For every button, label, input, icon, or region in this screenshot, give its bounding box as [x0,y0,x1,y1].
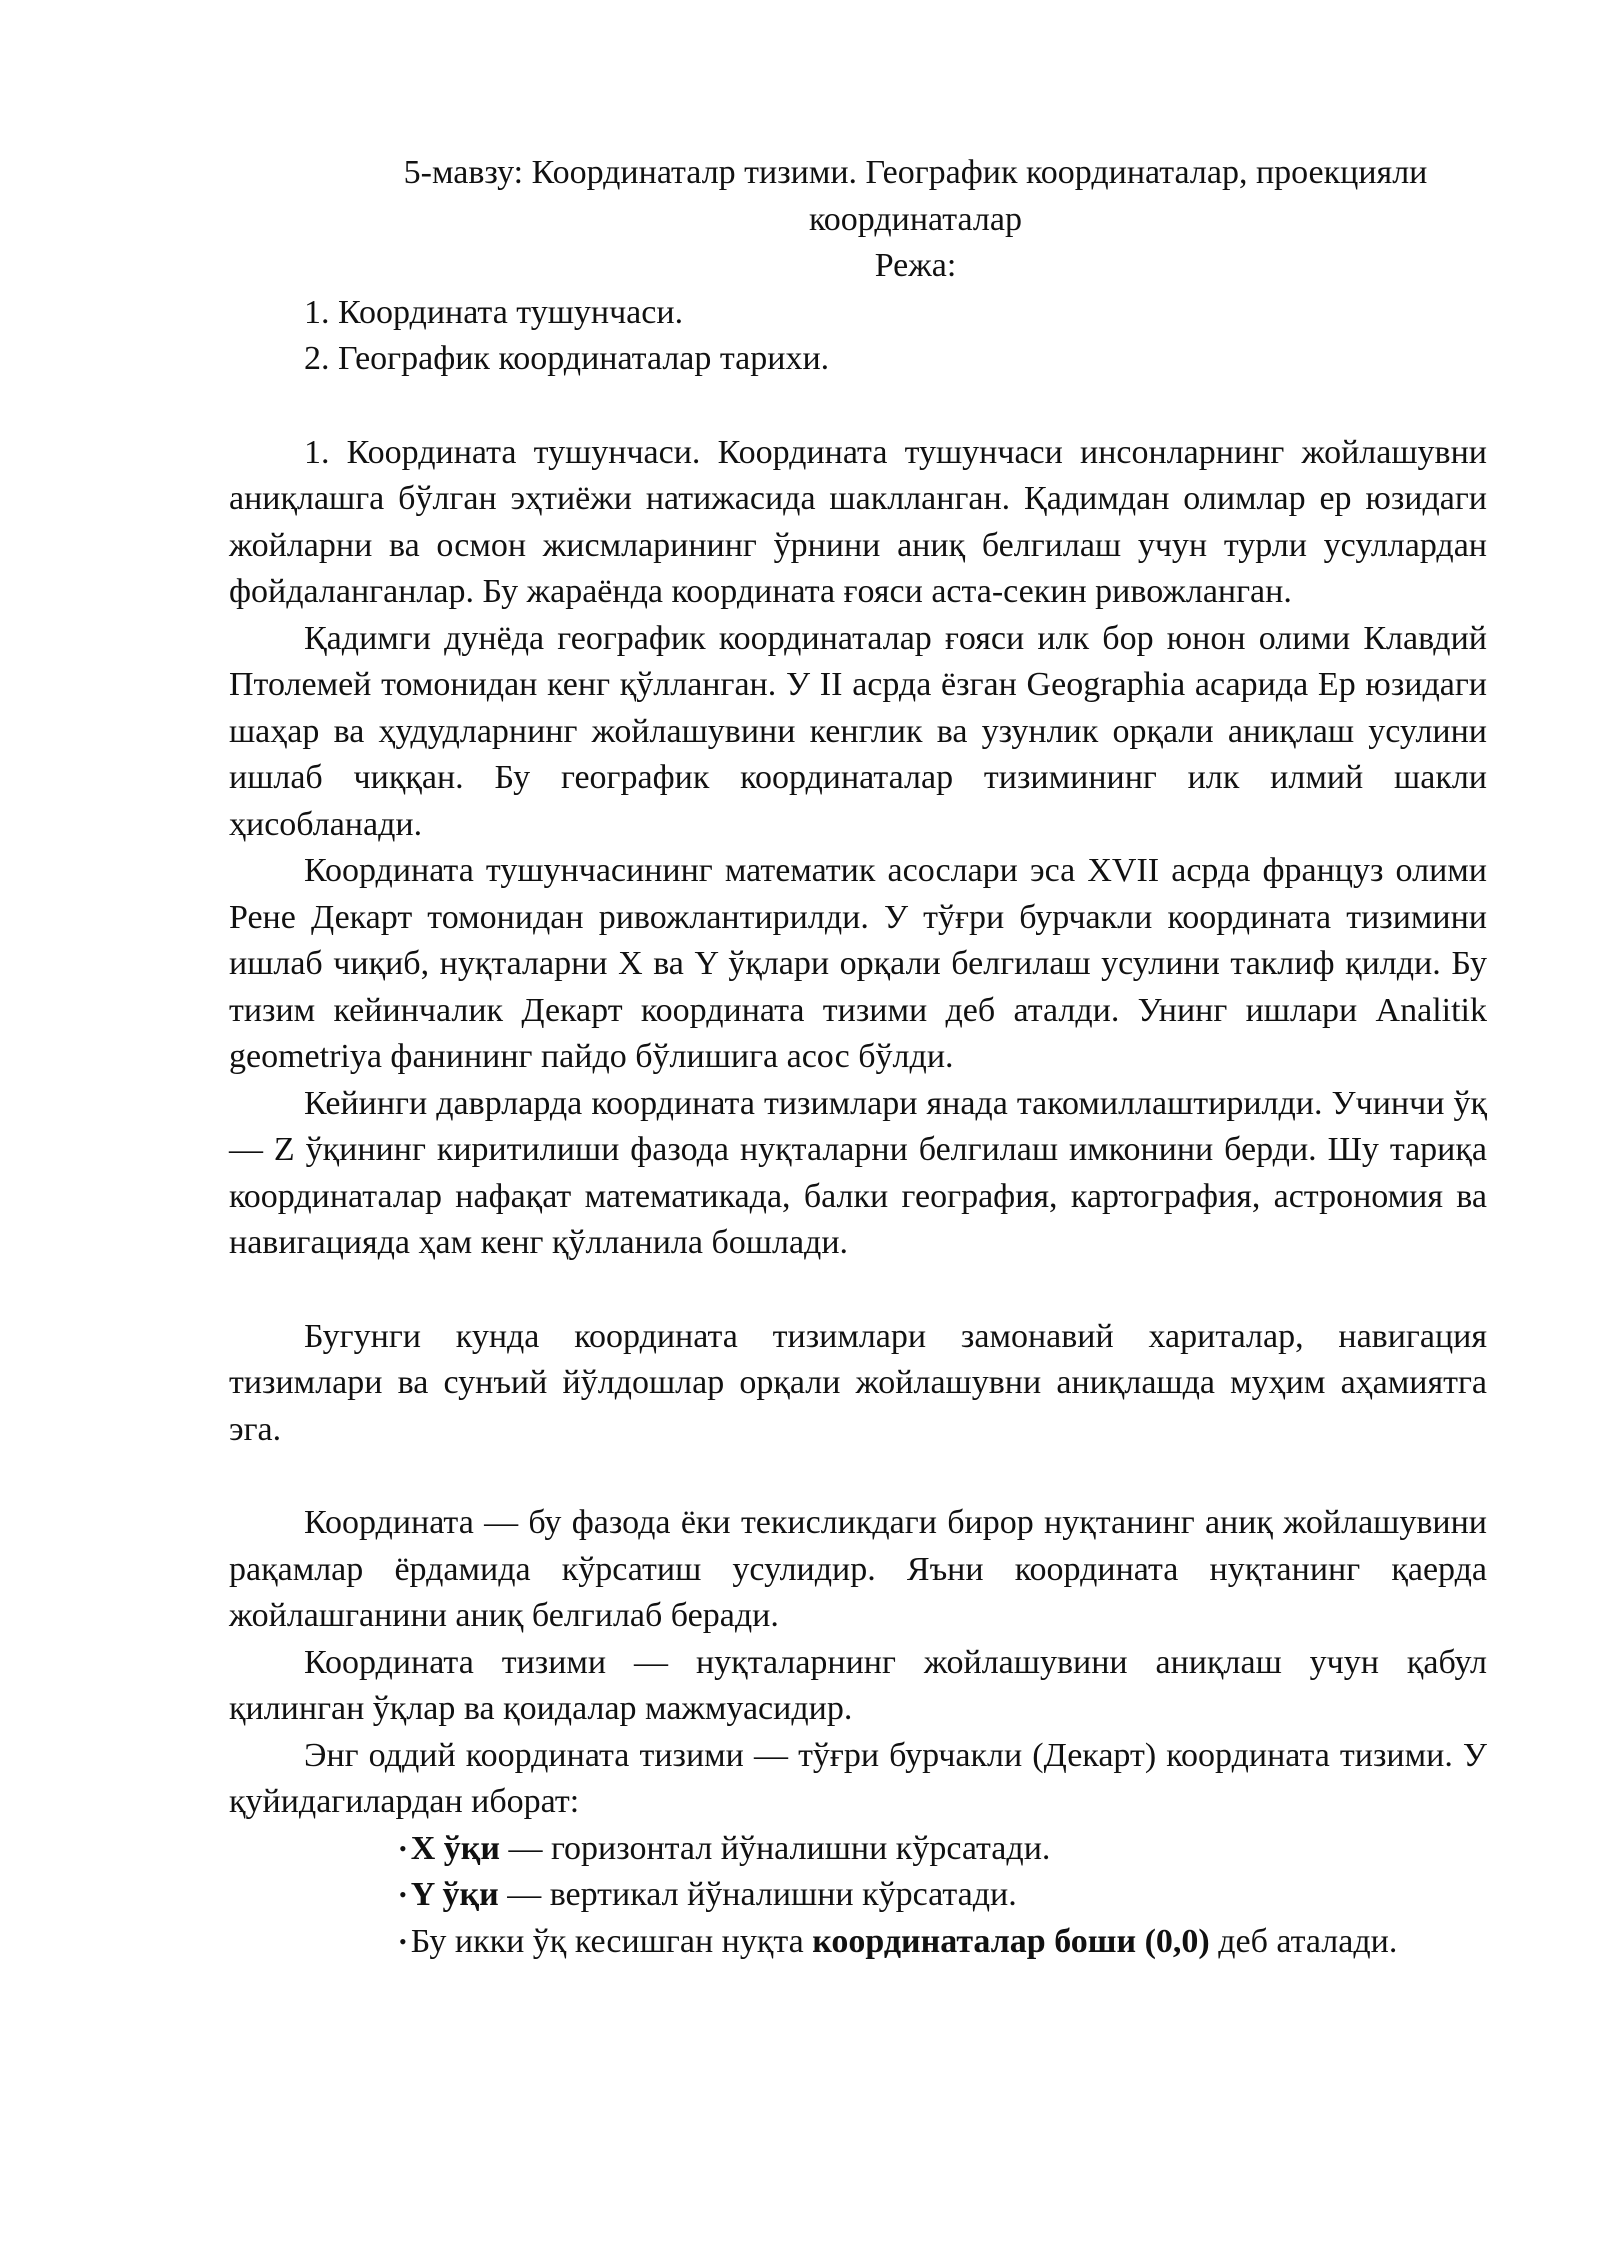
bullet-item-x-axis [229,1826,1487,1873]
paragraph: Энг оддий координата тизими — тўғри бурчакли (Декарт) координата тизими. У қуйидагилардан иборат: [229,1736,1487,1820]
bullet-text: Бу икки ўқ кесишган нуқта [410,1922,813,1960]
bullet-text: — горизонтал йўналишни кўрсатади. [499,1829,1051,1867]
plan-item: 2. Географик координаталар тарихи. [304,340,830,377]
bullet-dot-icon: • [399,1835,407,1861]
paragraph: Қадимги дунёда географик координаталар ғояси илк бор юнон олими Клавдий Птолемей томонидан кенг қўлланган. У II асрда ёзган Geographia асарида Ер юзидаги шаҳар ва ҳудудларнинг жойлашувини кенглик ва узунлик орқали аниқлаш усулини ишлаб чиққан. Бу географик координаталар тизимининг илк илмий шакли ҳисобланади. [229,619,1487,843]
bullet-text: — вертикал йўналишни кўрсатади. [498,1876,1017,1913]
bullet-item-origin [229,1919,1487,1966]
bullet-term: координаталар боши (0,0) [812,1922,1210,1960]
bullet-dot-icon: • [399,1882,407,1907]
spacer [229,1267,1487,1314]
plan-heading: Режа: [874,247,957,284]
paragraph: Координата тушунчасининг математик асослари эса XVII асрда француз олими Рене Декарт томонидан ривожлантирилди. У тўғри бурчакли координата тизимини ишлаб чиқиб, нуқталарни X ва Y ўқлари орқали белгилаш усулини таклиф қилди. Бу тизим кейинчалик Декарт координата тизими деб аталди. Унинг ишлари Analitik geometriya фанининг пайдо бўлишига асос бўлди. [229,852,1487,1075]
bullet-term: X ўқи [410,1829,500,1867]
bullet-item-y-axis [229,1872,1487,1919]
document-title [229,150,1487,290]
paragraph: 1. Координата тушунчаси. Координата тушунчаси инсонларнинг жойлашувни аниқлашга бўлган эҳтиёжи натижасида шаклланган. Қадимдан олимлар ер юзидаги жойларни ва осмон жисмларининг ўрнини аниқ белгилаш учун турли усуллардан фойдаланганлар. Бу жараёнда координата ғояси аста-секин ривожланган. [229,433,1487,610]
paragraph: Бугунги кунда координата тизимлари замонавий хариталар, навигация тизимлари ва сунъий йўлдошлар орқали жойлашувни аниқлашда муҳим аҳамиятга эга. [229,1317,1487,1448]
plan-item: 1. Координата тушунчаси. [304,293,684,331]
bullet-dot-icon: • [399,1928,407,1954]
bullet-list [229,1826,1487,1966]
bullet-text: деб аталади. [1209,1922,1398,1960]
plan-list [229,290,1487,383]
spacer [229,383,1487,430]
title-line-2: координаталар [809,200,1022,238]
spacer [229,1453,1487,1500]
title-line-1: 5-мавзу: Координаталр тизими. Географик координаталар, проекцияли [403,154,1428,191]
bullet-term: Y ўқи [410,1876,499,1913]
paragraph: Координата тизими — нуқталарнинг жойлашувини аниқлаш учун қабул қилинган ўқлар ва қоидалар мажмуасидир. [229,1643,1487,1727]
document-body [229,150,1487,1965]
paragraph: Кейинги даврларда координата тизимлари янада такомиллаштирилди. Учинчи ўқ — Z ўқининг киритилиши фазода нуқталарни белгилаш имконини берди. Шу тариқа координаталар нафақат математикада, балки география, картография, астрономия ва навигацияда ҳам кенг қўлланила бошлади. [229,1084,1487,1261]
paragraph: Координата — бу фазода ёки текисликдаги бирор нуқтанинг аниқ жойлашувини рақамлар ёрдамида кўрсатиш усулидир. Яъни координата нуқтанинг қаерда жойлашганини аниқ белгилаб беради. [229,1504,1487,1634]
